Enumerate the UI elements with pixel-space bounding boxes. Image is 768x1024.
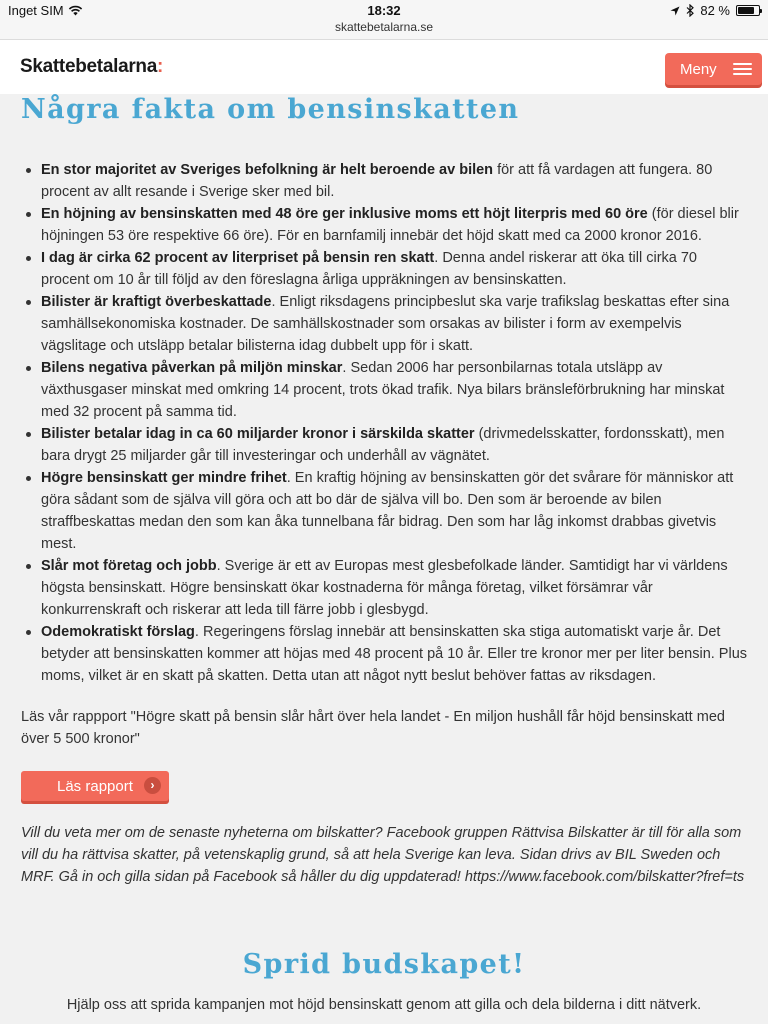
fact-text: . Sverige är ett av Europas mest glesbefolkade länder. Samtidigt har vi världens högsta bensinskatt. Högre bensinskatt ökar kostnaderna för många företag, vilket försämrar vår konkurrenskraft och riskerar att leda till färre jobb i glesbygd. bbox=[41, 558, 728, 618]
battery-percent: 82 % bbox=[700, 3, 730, 18]
clock: 18:32 bbox=[367, 3, 401, 18]
spread-text: Hjälp oss att sprida kampanjen mot höjd bensinskatt genom att gilla och dela bilderna i ditt nätverk. bbox=[66, 997, 702, 1013]
main-content bbox=[0, 94, 768, 1024]
location-arrow-icon bbox=[670, 6, 680, 16]
carrier-label: Inget SIM bbox=[8, 3, 64, 18]
hamburger-icon bbox=[733, 63, 752, 75]
spread-heading: Sprid budskapet! bbox=[242, 949, 526, 980]
fact-text: . Regeringens förslag innebär att bensinskatten ska stiga automatiskt varje år. Det betyder att bensinskatten kommer att höjas med 48 procent på 10 år. Eller tre kronor mer per liter bensin. Plus moms, vilket är en skatt på skatten. Detta utan att något nytt beslut behöver fattas av riksdagen. bbox=[41, 624, 748, 684]
fact-bold-text: Slår mot företag och jobb bbox=[41, 558, 217, 574]
fact-item bbox=[41, 357, 749, 423]
fact-item bbox=[41, 467, 749, 555]
fact-bold-text: Odemokratiskt förslag bbox=[41, 624, 195, 640]
report-intro-text: Läs vår rappport "Högre skatt på bensin slår hårt över hela landet - En miljon hushåll får höjd bensinskatt med över 5 500 kronor" bbox=[21, 709, 725, 747]
fact-item bbox=[41, 247, 749, 291]
fact-item bbox=[41, 621, 749, 687]
site-header bbox=[0, 40, 768, 94]
chevron-right-icon: › bbox=[144, 777, 161, 794]
logo-text: Skattebetalarna bbox=[20, 56, 158, 77]
fact-text: . Denna andel riskerar att öka till cirka 70 procent om 10 år till följd av den föreslagna årliga uppräkningen av bensinskatten. bbox=[41, 250, 698, 288]
battery-level bbox=[738, 7, 754, 14]
fact-item bbox=[41, 203, 749, 247]
facebook-info-text: Vill du veta mer om de senaste nyheterna om bilskatter? Facebook gruppen Rättvisa Bilskatter är till för alla som vill du ha rättvisa skatter, på vetenskaplig grund, så att hela Sverige kan leva. Sidan drivs av BIL Sweden och MRF. Gå in och gilla sidan på Facebook så håller du dig uppdaterad! https://www.facebook.com/bilskatter?fref=ts bbox=[21, 825, 745, 885]
fact-bold-text: Högre bensinskatt ger mindre frihet bbox=[41, 470, 287, 486]
facts-list bbox=[41, 159, 749, 687]
fact-bold-text: En höjning av bensinskatten med 48 öre ger inklusive moms ett höjt literpris med 60 öre bbox=[41, 206, 648, 222]
address-url[interactable]: skattebetalarna.se bbox=[334, 20, 434, 34]
fact-bold-text: En stor majoritet av Sveriges befolkning är helt beroende av bilen bbox=[41, 162, 494, 178]
fact-item bbox=[41, 291, 749, 357]
fact-text: för att få vardagen att fungera. 80 procent av allt resande i Sverige sker med bil. bbox=[41, 162, 713, 200]
fact-bold-text: Bilister betalar idag in ca 60 miljarder kronor i särskilda skatter bbox=[41, 426, 475, 442]
fact-bold-text: Bilens negativa påverkan på miljön minskar bbox=[41, 360, 343, 376]
fact-text: . En kraftig höjning av bensinskatten gör det svårare för människor att göra sådant som de själva vill göra och att bo där de själva vill bo. Den som är beroende av bilen straffbeskattas medan den som kan åka tunnelbana får bidrag. Den som har låg inkomst drabbas givetvis mest. bbox=[41, 470, 734, 552]
read-report-button[interactable] bbox=[21, 771, 169, 801]
battery-icon bbox=[736, 5, 760, 16]
menu-label: Meny bbox=[680, 60, 717, 78]
fact-bold-text: Bilister är kraftigt överbeskattade bbox=[41, 294, 272, 310]
fact-bold-text: I dag är cirka 62 procent av literpriset på bensin ren skatt bbox=[41, 250, 435, 266]
read-report-label: Läs rapport bbox=[57, 777, 133, 795]
fact-item bbox=[41, 555, 749, 621]
menu-button[interactable] bbox=[665, 53, 762, 85]
fact-item bbox=[41, 159, 749, 203]
status-right bbox=[670, 3, 760, 18]
page-title: Några fakta om bensinskatten bbox=[21, 94, 520, 125]
bluetooth-icon bbox=[686, 4, 694, 17]
fact-text: . Sedan 2006 har personbilarnas totala utsläpp av växthusgaser minskat med omkring 14 procent, trots ökad trafik. Nya bilars bränsleförbrukning har minskat med 32 procent på samma tid. bbox=[41, 360, 725, 420]
fact-text: . Enligt riksdagens principbeslut ska varje trafikslag beskattas efter sina samhällsekonomiska kostnader. De samhällskostnader som orsakas av bilister i form av exempelvis vägslitage och utsläpp betalar bilisterna idag dubbelt upp för i skatt. bbox=[41, 294, 730, 354]
fact-item bbox=[41, 423, 749, 467]
site-logo[interactable] bbox=[20, 56, 163, 78]
logo-suffix: : bbox=[157, 56, 164, 77]
fact-text: (för diesel blir höjningen 53 öre respektive 66 öre). För en barnfamilj innebär det höjd skatt med ca 2000 kronor 2016. bbox=[41, 206, 739, 244]
ios-status-bar bbox=[0, 0, 768, 40]
fact-text: (drivmedelsskatter, fordonsskatt), men bara drygt 25 miljarder går till investeringar och underhåll av vägnätet. bbox=[41, 426, 725, 464]
